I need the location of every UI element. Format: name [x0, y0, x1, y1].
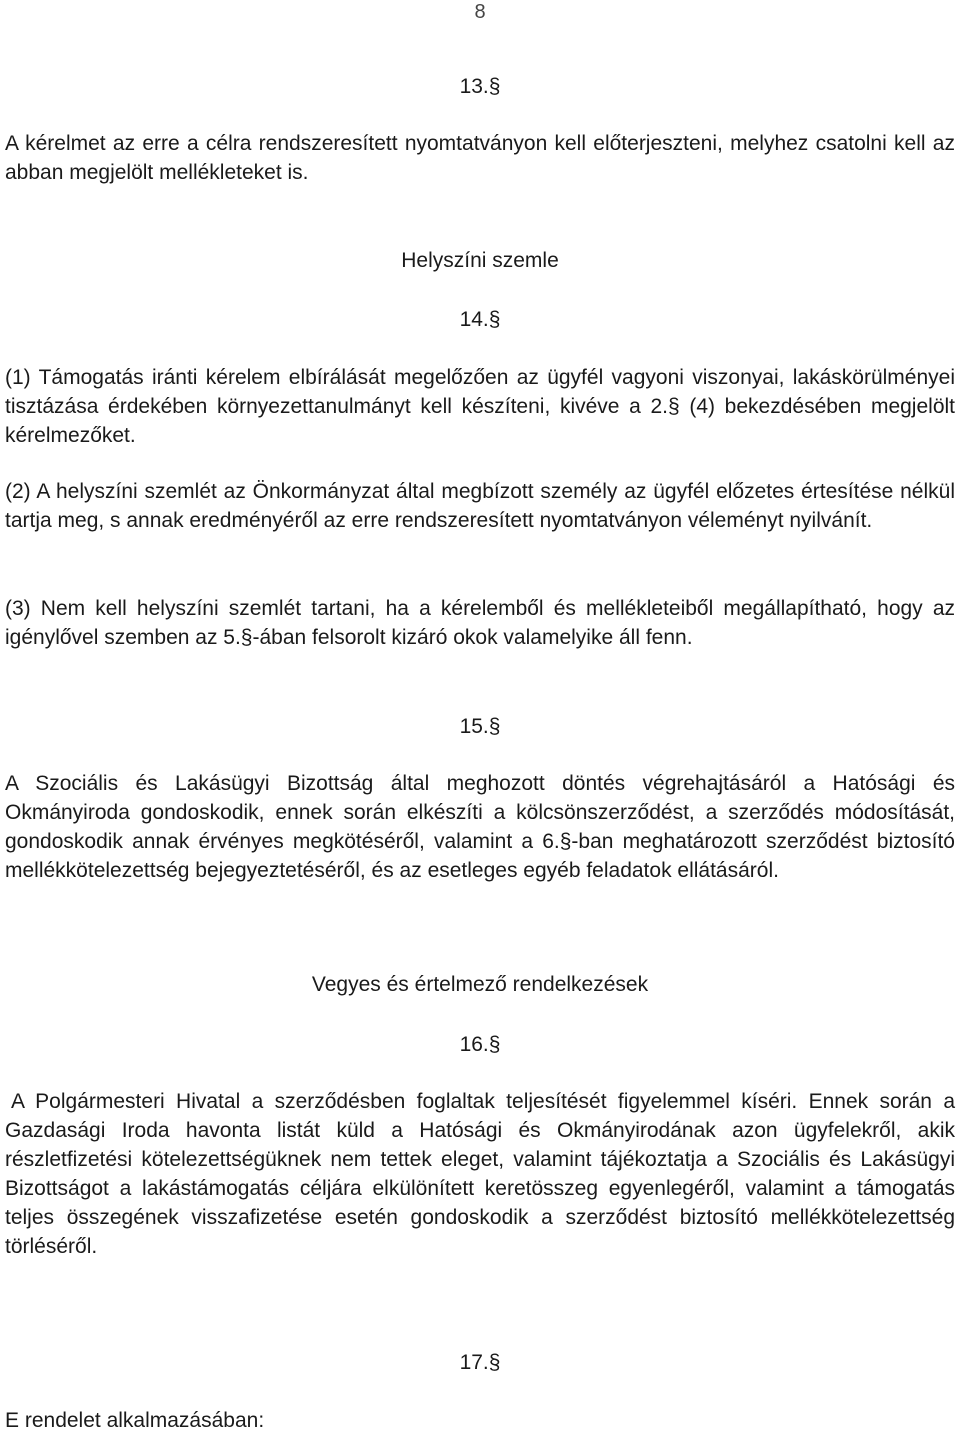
- section-16-paragraph-1: A Polgármesteri Hivatal a szerződésben foglaltak teljesítését figyelemmel kíséri. Ennek során a Gazdasági Iroda havonta listát küld a Hatósági és Okmányirodának azon ügyfelekről, akik részletfizetési kötelezettségüknek nem tettek eleget, valamint tájékoztatja a Szociális és Lakásügyi Bizottságot a lakástámogatás céljára elkülönített keretösszeg egyenlegéről, valamint a támogatás teljes összegének visszafizetése esetén gondoskodik a szerződést biztosító mellékkötelezettség törléséről.: [5, 1090, 955, 1258]
- section-13-paragraph-1: A kérelmet az erre a célra rendszeresített nyomtatványon kell előterjeszteni, melyhez csatolni kell az abban megjelölt mellékleteket is.: [5, 132, 955, 184]
- section-17-heading: 17.§: [459, 1351, 501, 1374]
- section-16-heading: 16.§: [459, 1033, 501, 1056]
- section-14-paragraph-3: (3) Nem kell helyszíni szemlét tartani, ha a kérelemből és mellékleteiből megállapítható, hogy az igénylővel szemben az 5.§-ában felsorolt kizáró okok valamelyike áll fenn.: [5, 597, 955, 649]
- section-15-heading: 15.§: [459, 715, 501, 738]
- section-14-heading: 14.§: [459, 308, 501, 331]
- subtitle-helyszini-szemle: Helyszíni szemle: [401, 249, 559, 272]
- section-15-paragraph-1: A Szociális és Lakásügyi Bizottság által meghozott döntés végrehajtásáról a Hatósági és Okmányiroda gondoskodik, ennek során elkészíti a kölcsönszerződést, a szerződés módosítását, gondoskodik annak érvényes megkötéséről, valamint a 6.§-ban meghatározott szerződést biztosító mellékkötelezettség bejegyeztetéséről, és az esetleges egyéb feladatok ellátásáról.: [5, 772, 955, 882]
- section-17-paragraph-1: E rendelet alkalmazásában:: [5, 1409, 265, 1432]
- section-13-heading: 13.§: [459, 75, 501, 98]
- page-number: 8: [474, 1, 486, 23]
- section-14-paragraph-2: (2) A helyszíni szemlét az Önkormányzat által megbízott személy az ügyfél előzetes értesítése nélkül tartja meg, s annak eredményéről az erre rendszeresített nyomtatványon véleményt nyilvánít.: [5, 480, 955, 532]
- section-14-paragraph-1: (1) Támogatás iránti kérelem elbírálását megelőzően az ügyfél vagyoni viszonyai, lakáskörülményei tisztázása érdekében környezettanulmányt kell készíteni, kivéve a 2.§ (4) bekezdésében megjelölt kérelmezőket.: [5, 366, 955, 447]
- subtitle-vegyes-rendelkezesek: Vegyes és értelmező rendelkezések: [311, 973, 649, 996]
